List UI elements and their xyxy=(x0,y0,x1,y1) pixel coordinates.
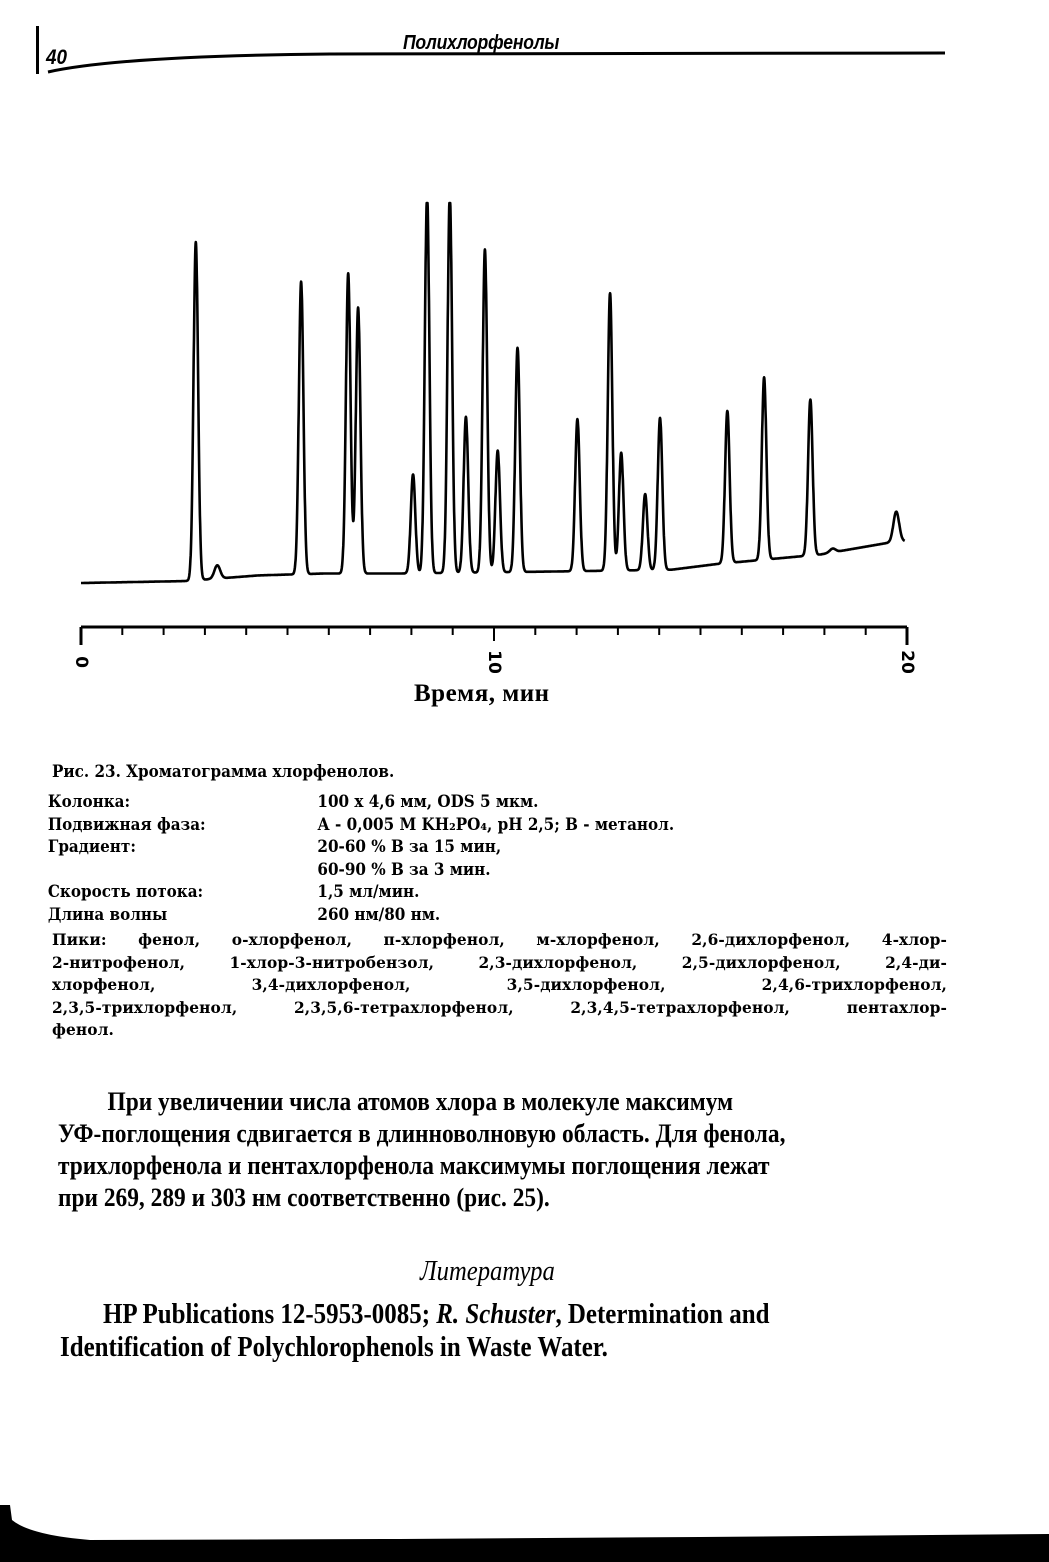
x-axis xyxy=(81,627,907,645)
caption-params xyxy=(0,790,920,930)
peaks-line: Пики: фенол, о-хлорфенол, п-хлорфенол, м-хлорфенол, 2,6-дихлорфенол, 4-хлор- xyxy=(52,931,947,949)
param-value: 60-90 % В за 3 мин. xyxy=(317,859,491,879)
page-number: 40 xyxy=(46,46,68,69)
x-tick-label: 20 xyxy=(897,650,917,674)
param-value: 260 нм/80 нм. xyxy=(317,904,441,924)
peak-apex xyxy=(484,249,486,251)
param-value: А - 0,005 М KH₂PO₄, pH 2,5; В - метанол. xyxy=(317,814,675,834)
running-title: Полихлорфенолы xyxy=(403,32,560,54)
literature-heading: Литература xyxy=(420,1256,555,1287)
body-line: трихлорфенола и пентахлорфенола максимумы поглощения лежат xyxy=(58,1151,770,1180)
param-label: Длина волны xyxy=(47,904,168,924)
peaks-line: 2,3,5-трихлорфенол, 2,3,5,6-тетрахлорфенол, 2,3,4,5-тетрахлорфенол, пентахлор- xyxy=(52,998,947,1017)
param-label: Градиент: xyxy=(47,837,136,856)
peak-apex xyxy=(217,565,219,567)
peaks-line: 2-нитрофенол, 1-хлор-3-нитробензол, 2,3-дихлорфенол, 2,5-дихлорфенол, 2,4-ди- xyxy=(52,953,947,972)
reference-line: Identification of Polychlorophenols in Waste Water. xyxy=(60,1331,608,1363)
peak-apex xyxy=(412,474,414,476)
peak-apex xyxy=(763,377,765,379)
x-tick-labels xyxy=(71,650,917,674)
peak-apex xyxy=(832,548,834,550)
peak-apex xyxy=(896,511,898,513)
body-line: УФ-поглощения сдвигается в длинноволновую область. Для фенола, xyxy=(58,1119,786,1148)
param-value: 1,5 мл/мин. xyxy=(317,882,420,901)
x-axis-label: Время, мин xyxy=(414,680,550,707)
param-label: Колонка: xyxy=(47,792,131,811)
x-tick-label: 10 xyxy=(484,650,504,674)
peak-apex xyxy=(659,417,661,419)
chromatogram xyxy=(0,0,1049,680)
figure-caption-title: Рис. 23. Хроматограмма хлорфенолов. xyxy=(52,762,395,781)
param-value: 100 х 4,6 мм, ODS 5 мкм. xyxy=(317,792,539,811)
x-tick-label: 0 xyxy=(71,656,91,668)
peak-apex xyxy=(577,418,579,420)
reference-title-start: , Determination and xyxy=(555,1298,770,1330)
peak-apex xyxy=(620,452,622,454)
peak-apex xyxy=(810,399,812,401)
peak-apex xyxy=(465,416,467,418)
param-label: Подвижная фаза: xyxy=(47,814,206,834)
body-line: При увеличении числа атомов хлора в молекуле максимум xyxy=(107,1087,734,1116)
chromatogram-trace xyxy=(81,203,905,583)
reference-source: HP Publications 12-5953-0085; xyxy=(103,1298,437,1330)
body-line: при 269, 289 и 303 нм соответственно (рис. 25). xyxy=(58,1183,550,1212)
param-label: Скорость потока: xyxy=(47,882,204,901)
peak-apex xyxy=(517,347,519,349)
peak-apex xyxy=(347,273,349,275)
body-paragraph xyxy=(58,1086,958,1214)
peak-apex xyxy=(609,292,611,294)
peaks-line: хлорфенол, 3,4-дихлорфенол, 3,5-дихлорфенол, 2,4,6-трихлорфенол, xyxy=(52,976,947,994)
reference-line xyxy=(60,1298,770,1331)
peak-apex xyxy=(426,202,428,204)
bottom-scan-shadow xyxy=(0,1505,1049,1562)
peaks-line: фенол. xyxy=(52,1021,115,1039)
param-value: 20-60 % В за 15 мин, xyxy=(317,837,502,856)
peaks-list xyxy=(52,929,1012,1042)
peak-apex xyxy=(644,493,646,495)
peak-apex xyxy=(195,241,197,243)
peak-apex xyxy=(357,307,359,309)
peak-apex xyxy=(300,281,302,283)
reference-author: R. Schuster xyxy=(436,1298,556,1330)
peak-apex xyxy=(727,410,729,412)
reference xyxy=(60,1298,885,1364)
peak-apex xyxy=(497,450,499,452)
peak-apex xyxy=(449,202,451,204)
